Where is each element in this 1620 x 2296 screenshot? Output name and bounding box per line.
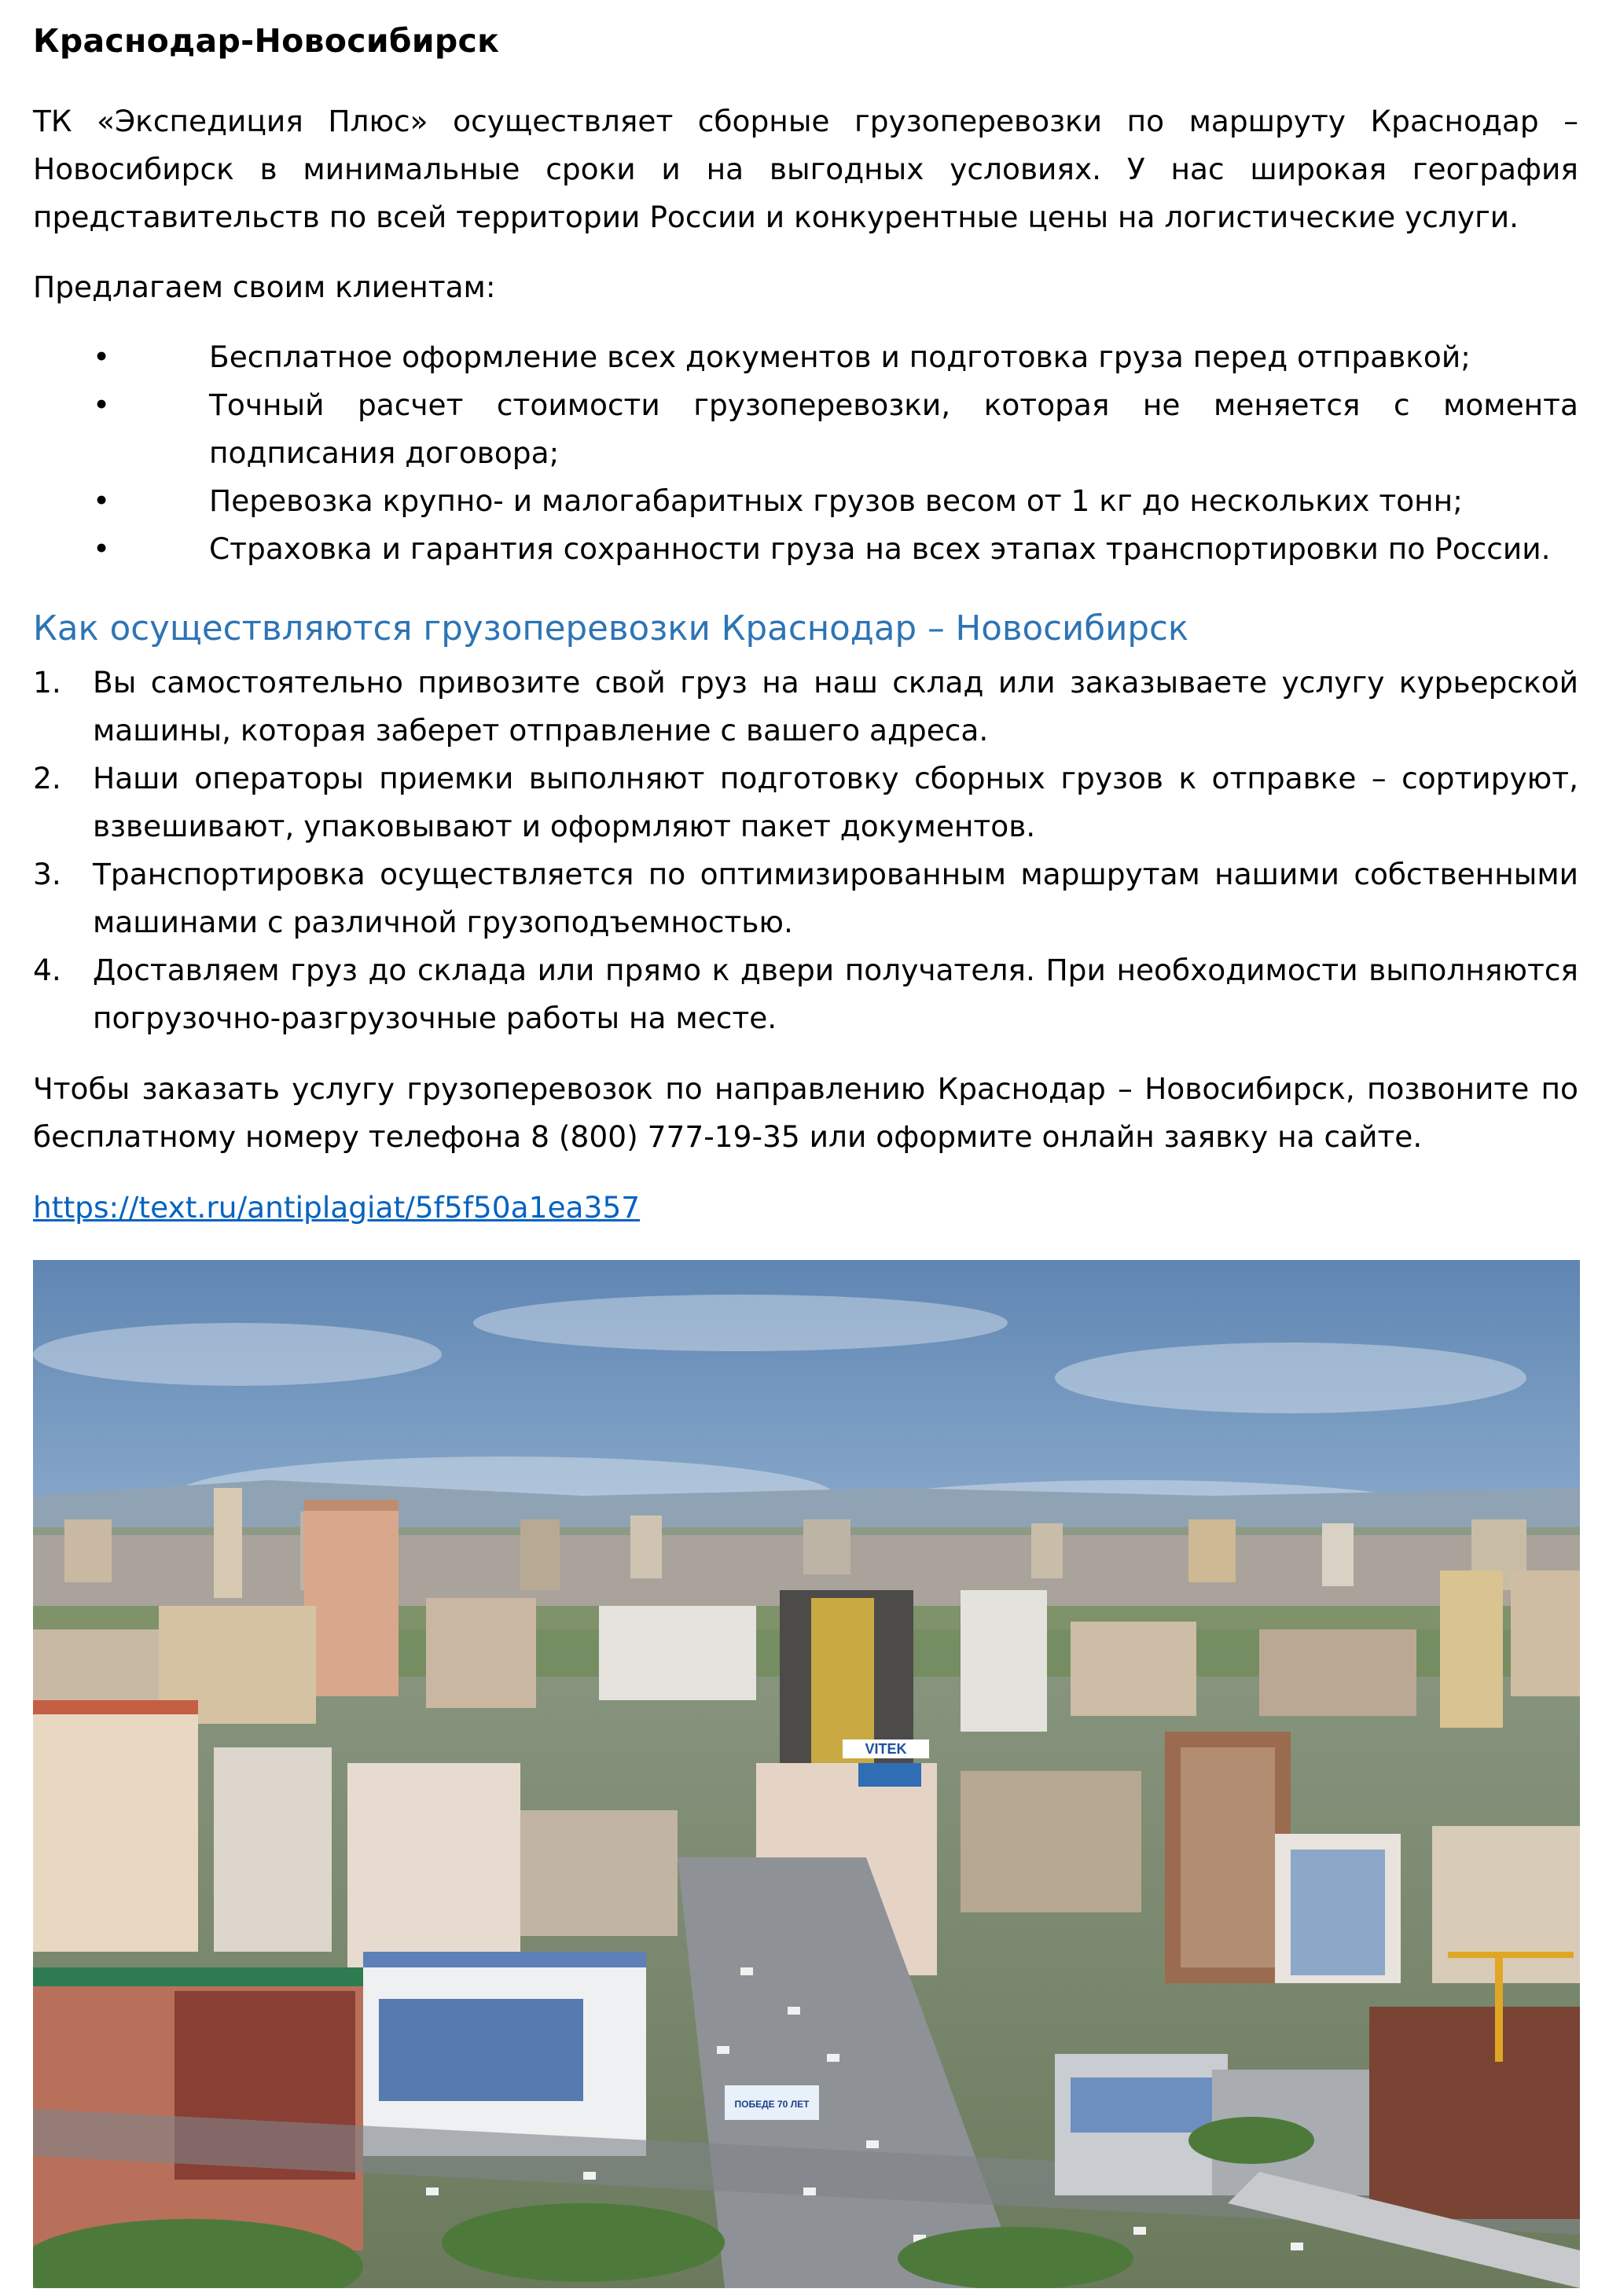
step-text: Транспортировка осуществляется по оптимизированным маршрутам нашими собственными машинами с различной грузоподъемностью. xyxy=(93,857,1578,939)
offer-label: Предлагаем своим клиентам: xyxy=(33,270,496,304)
city-panorama-image xyxy=(33,1260,1580,2288)
benefits-list xyxy=(33,333,1578,573)
process-steps xyxy=(33,659,1578,1042)
bullet-marker: • xyxy=(93,483,111,518)
step-number: 3. xyxy=(33,857,61,891)
list-item xyxy=(33,333,1578,381)
list-item-text: Бесплатное оформление всех документов и подготовка груза перед отправкой; xyxy=(209,340,1471,374)
step-text: Наши операторы приемки выполняют подготовку сборных грузов к отправке – сортируют, взвешивают, упаковывают и оформляют пакет документов. xyxy=(93,761,1578,843)
step-item xyxy=(33,946,1578,1042)
bullet-marker: • xyxy=(93,531,111,566)
city-panorama-photo xyxy=(33,1260,1580,2288)
list-item-text: Перевозка крупно- и малогабаритных грузов весом от 1 кг до нескольких тонн; xyxy=(209,483,1463,518)
step-text: Доставляем груз до склада или прямо к двери получателя. При необходимости выполняются погрузочно-разгрузочные работы на месте. xyxy=(93,953,1578,1035)
antiplagiat-link[interactable]: https://text.ru/antiplagiat/5f5f50a1ea357 xyxy=(33,1190,641,1225)
bullet-marker: • xyxy=(93,340,111,374)
pobeda-billboard-text: ПОБЕДЕ 70 ЛЕТ xyxy=(734,2099,810,2110)
list-item xyxy=(33,477,1578,525)
list-item-text: Страховка и гарантия сохранности груза на всех этапах транспортировки по России. xyxy=(209,531,1551,566)
list-item xyxy=(33,525,1578,573)
section-heading: Как осуществляются грузоперевозки Краснодар – Новосибирск xyxy=(33,609,1189,648)
page-title: Краснодар-Новосибирск xyxy=(33,22,500,60)
step-number: 1. xyxy=(33,665,61,700)
list-item xyxy=(33,381,1578,477)
step-item xyxy=(33,755,1578,850)
step-text: Вы самостоятельно привозите свой груз на наш склад или заказываете услугу курьерской машины, которая заберет отправление с вашего адреса. xyxy=(93,665,1578,748)
step-number: 2. xyxy=(33,761,61,795)
step-item xyxy=(33,659,1578,755)
closing-paragraph: Чтобы заказать услугу грузоперевозок по направлению Краснодар – Новосибирск, позвоните по бесплатному номеру телефона 8 (800) 777-19-35 или оформите онлайн заявку на сайте. xyxy=(33,1071,1578,1154)
bullet-marker: • xyxy=(93,388,111,422)
vitek-sign-text: VITEK xyxy=(865,1741,907,1757)
intro-paragraph: ТК «Экспедиция Плюс» осуществляет сборные грузоперевозки по маршруту Краснодар – Новосибирск в минимальные сроки и на выгодных условиях. У нас широкая география представительств по всей территории России и конкурентные цены на логистические услуги. xyxy=(33,104,1578,234)
step-item xyxy=(33,850,1578,946)
list-item-text: Точный расчет стоимости грузоперевозки, которая не меняется с момента подписания договора; xyxy=(209,388,1578,470)
step-number: 4. xyxy=(33,953,61,987)
